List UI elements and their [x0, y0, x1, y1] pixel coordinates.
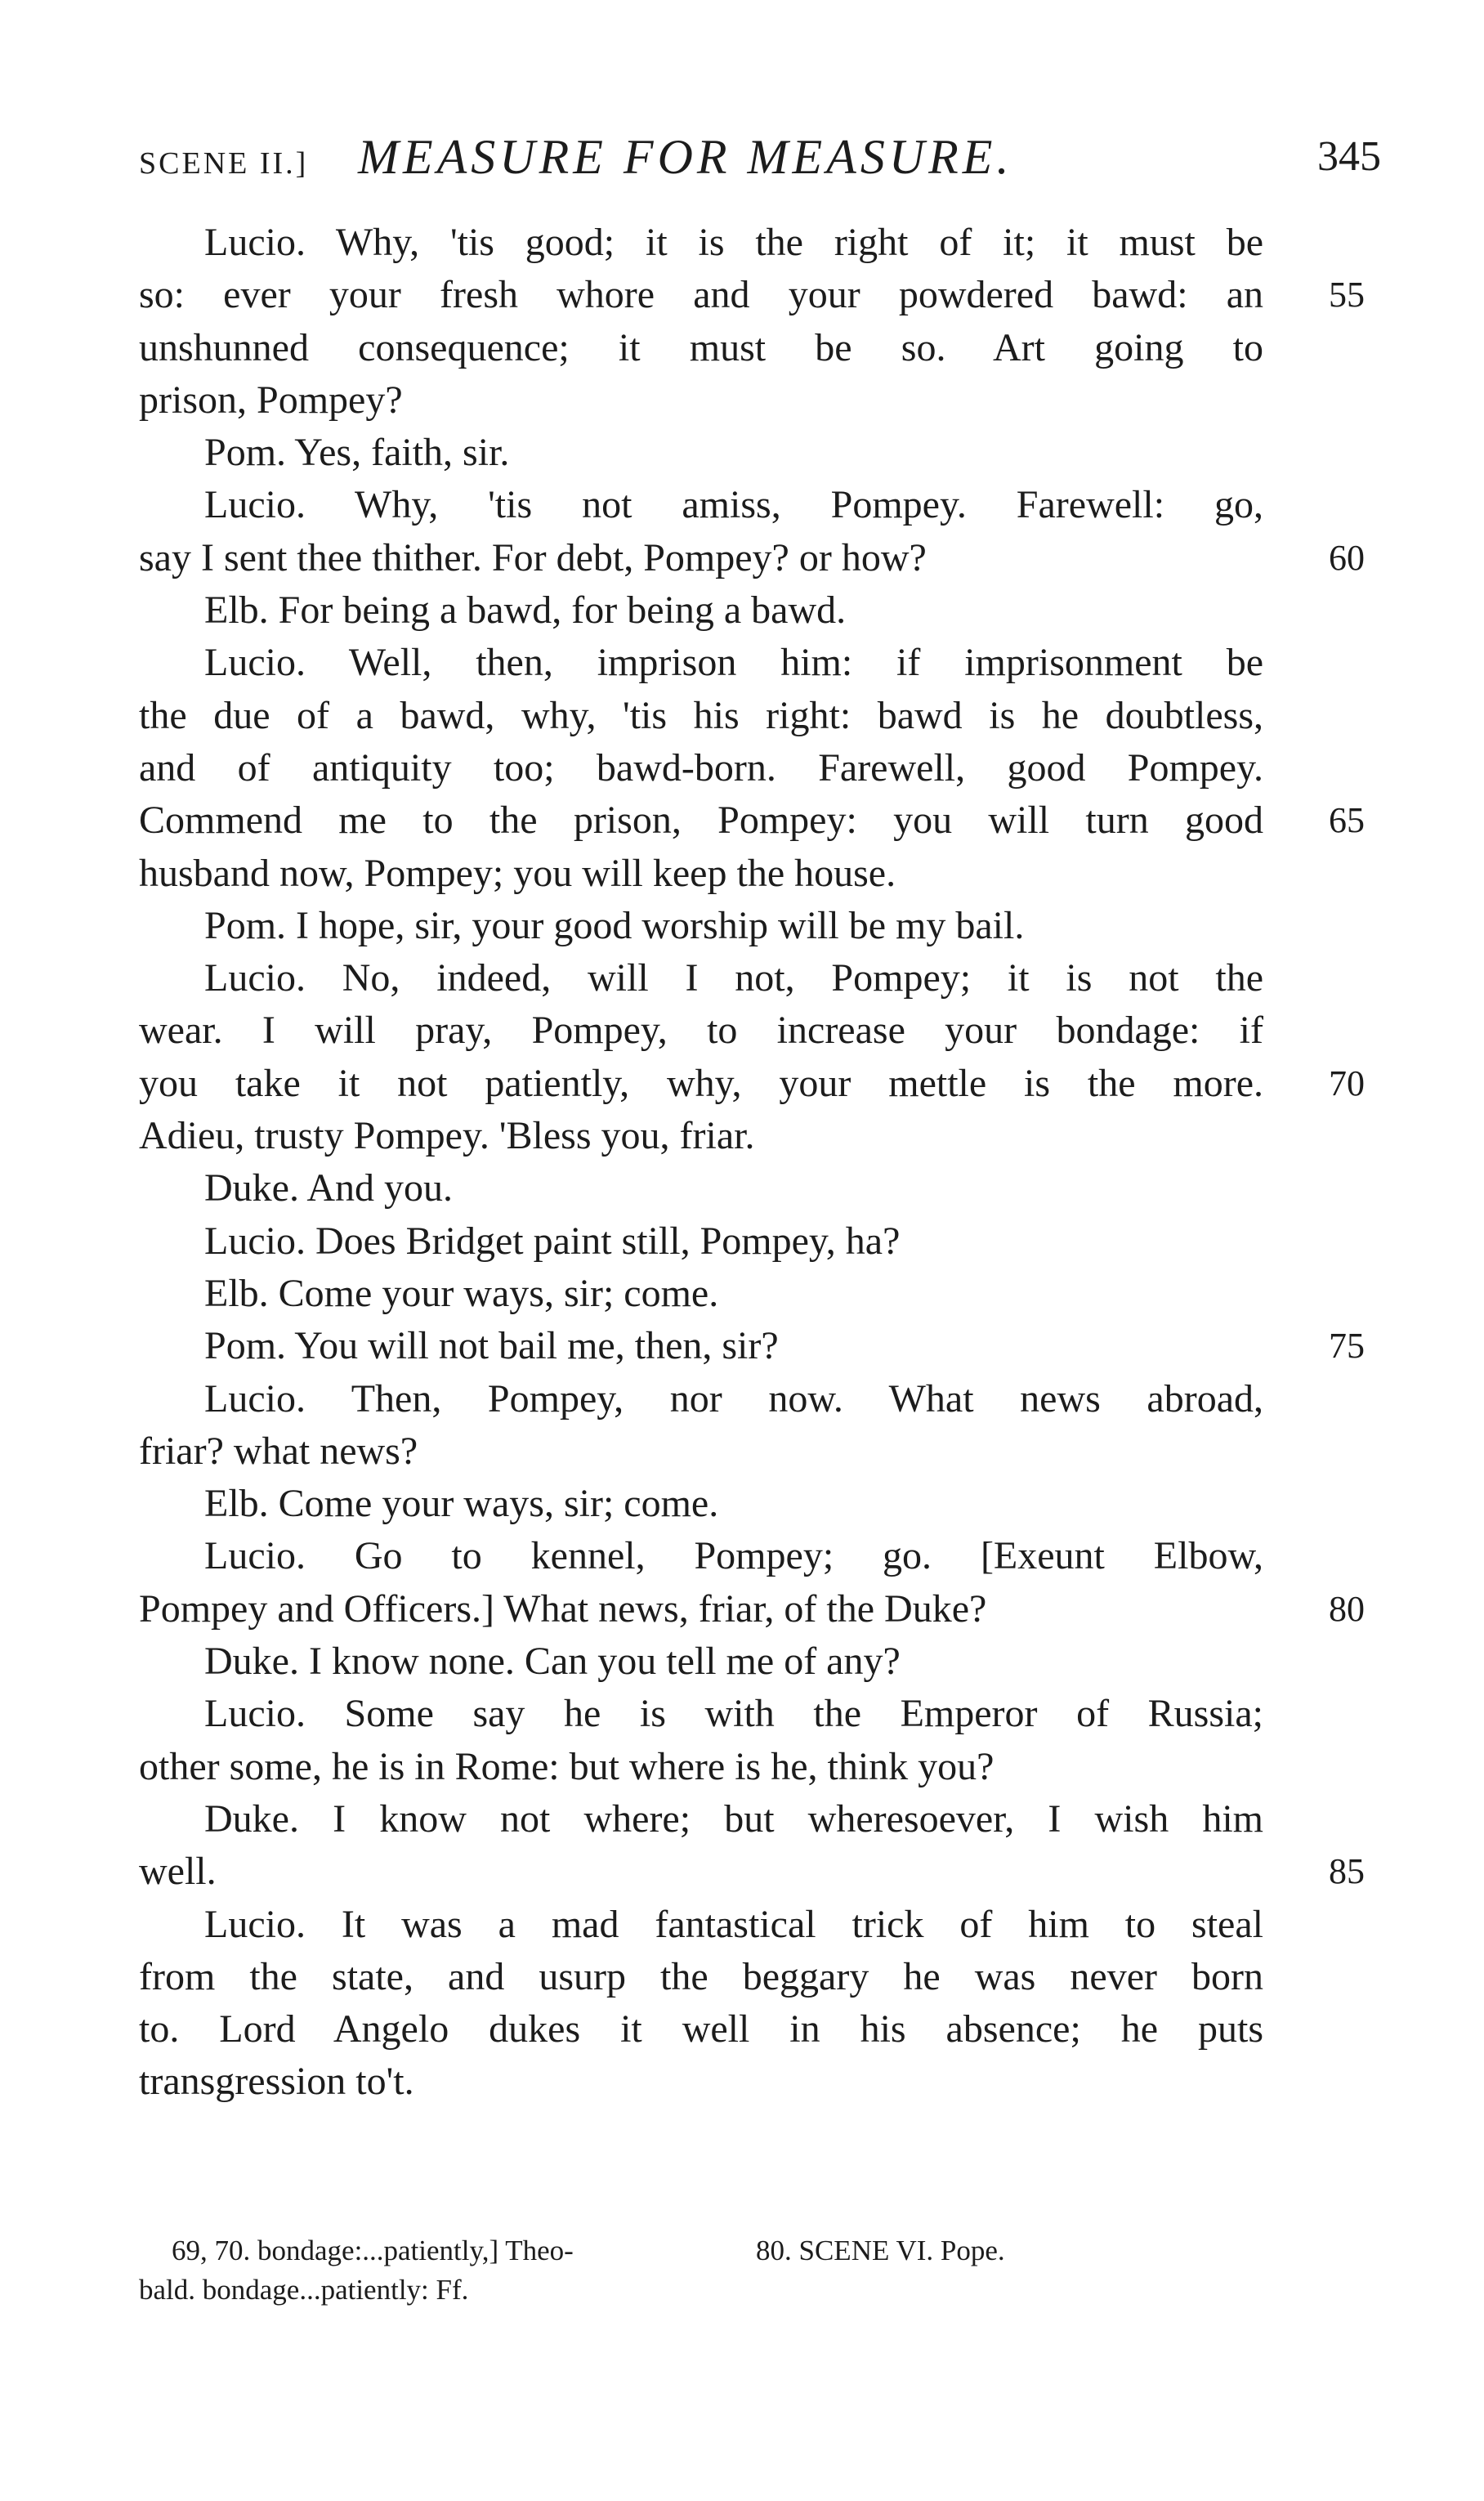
- text-line-content: Pom. You will not bail me, then, sir?: [204, 1324, 779, 1368]
- text-line-content: Pom. I hope, sir, your good worship will be my bail.: [204, 903, 1025, 947]
- text-line-content: wear. I will pray, Pompey, to increase your bondage: if: [139, 1009, 1263, 1053]
- text-line-content: so: ever your fresh whore and your powdered bawd: an: [139, 273, 1263, 317]
- text-line: [139, 1793, 1263, 1846]
- text-line-content: Elb. Come your ways, sir; come.: [204, 1482, 719, 1526]
- text-line-content: Adieu, trusty Pompey. 'Bless you, friar.: [139, 1114, 755, 1158]
- text-line: [139, 584, 1263, 637]
- text-line: [139, 1688, 1263, 1740]
- text-line-content: other some, he is in Rome: but where is he, think you?: [139, 1744, 995, 1788]
- text-line-content: from the state, and usurp the beggary he was never born: [139, 1954, 1263, 1998]
- text-line: [139, 217, 1263, 269]
- text-line: [139, 848, 1263, 900]
- text-line: [139, 479, 1263, 531]
- text-line: [139, 1268, 1263, 1320]
- scene-label: SCENE II.]: [139, 146, 309, 181]
- text-line-content: Duke. And you.: [204, 1166, 453, 1210]
- text-line: [139, 1530, 1263, 1582]
- text-line-content: transgression to't.: [139, 2060, 414, 2104]
- text-line-content: Duke. I know none. Can you tell me of any?: [204, 1640, 901, 1684]
- text-line-content: Lucio. It was a mad fantastical trick of him to steal: [204, 1902, 1263, 1946]
- text-line: [139, 794, 1365, 847]
- text-line: [139, 637, 1263, 689]
- line-number: 80: [1329, 1588, 1365, 1629]
- text-line: [139, 2003, 1263, 2056]
- text-line-content: to. Lord Angelo dukes it well in his absence; he puts: [139, 2007, 1263, 2051]
- page-number: 345: [1317, 133, 1381, 180]
- text-line: [139, 1004, 1263, 1057]
- text-line: [139, 1741, 1263, 1793]
- text-line: [139, 690, 1263, 742]
- text-line: [139, 1215, 1263, 1268]
- running-title: MEASURE FOR MEASURE.: [358, 130, 1013, 184]
- text-line-content: Commend me to the prison, Pompey: you will turn good: [139, 799, 1263, 843]
- text-line-content: unshunned consequence; it must be so. Art going to: [139, 325, 1263, 369]
- text-line: [139, 269, 1365, 321]
- text-line: [139, 900, 1263, 952]
- text-line-content: Pom. Yes, faith, sir.: [204, 431, 510, 475]
- text-line: [139, 1110, 1263, 1162]
- text-line-content: Lucio. Does Bridget paint still, Pompey, ha?: [204, 1219, 901, 1263]
- line-number: 55: [1329, 275, 1365, 315]
- text-line-content: well.: [139, 1850, 217, 1894]
- text-line-content: prison, Pompey?: [139, 378, 403, 422]
- text-line-content: and of antiquity too; bawd-born. Farewell, good Pompey.: [139, 745, 1263, 790]
- text-line: [139, 1058, 1365, 1110]
- text-line-content: Lucio. Well, then, imprison him: if imprisonment be: [204, 641, 1263, 685]
- footnote-right: 80. SCENE VI. Pope.: [756, 2235, 1005, 2266]
- text-line-content: the due of a bawd, why, 'tis his right: bawd is he doubtless,: [139, 693, 1263, 737]
- text-line-content: Lucio. No, indeed, will I not, Pompey; it is not the: [204, 956, 1263, 1000]
- text-line: [139, 1478, 1263, 1530]
- footnote-left: [139, 2231, 678, 2310]
- text-line-content: Duke. I know not where; but wheresoever, I wish him: [204, 1796, 1263, 1841]
- text-line-content: Lucio. Why, 'tis not amiss, Pompey. Farewell: go,: [204, 483, 1263, 527]
- text-line-content: Lucio. Go to kennel, Pompey; go. [Exeunt Elbow,: [204, 1534, 1263, 1578]
- text-line: [139, 1373, 1263, 1425]
- line-number: 65: [1329, 800, 1365, 841]
- text-line: [139, 1899, 1263, 1951]
- line-number: 60: [1329, 537, 1365, 578]
- text-line-content: say I sent thee thither. For debt, Pompey? or how?: [139, 535, 927, 579]
- text-line: [139, 532, 1365, 584]
- text-line: [139, 322, 1263, 374]
- text-line: [139, 1635, 1263, 1688]
- text-line: [139, 952, 1263, 1004]
- text-line: [139, 1162, 1263, 1215]
- text-line-content: husband now, Pompey; you will keep the house.: [139, 851, 896, 895]
- text-line: [139, 1425, 1263, 1478]
- text-line: [139, 742, 1263, 794]
- text-line: [139, 2056, 1263, 2108]
- text-line: [139, 1951, 1263, 2003]
- text-line: [139, 1583, 1365, 1635]
- text-line: [139, 427, 1263, 479]
- text-line-content: Pompey and Officers.] What news, friar, of the Duke?: [139, 1586, 987, 1631]
- line-number: 75: [1329, 1326, 1365, 1367]
- line-number: 70: [1329, 1063, 1365, 1103]
- text-line: [139, 1320, 1365, 1372]
- line-number: 85: [1329, 1851, 1365, 1892]
- text-line-content: Lucio. Then, Pompey, nor now. What news abroad,: [204, 1376, 1263, 1421]
- text-line-content: Elb. Come your ways, sir; come.: [204, 1271, 719, 1315]
- text-line: [139, 374, 1263, 427]
- text-line-content: Elb. For being a bawd, for being a bawd.: [204, 588, 847, 633]
- text-line-content: Lucio. Some say he is with the Emperor of Russia;: [204, 1692, 1263, 1736]
- footnote-left-line-2: bald. bondage...patiently: Ff.: [139, 2274, 469, 2306]
- text-line-content: friar? what news?: [139, 1429, 418, 1473]
- text-line: [139, 1846, 1365, 1898]
- text-line-content: Lucio. Why, 'tis good; it is the right of it; it must be: [204, 221, 1263, 264]
- play-text: [139, 217, 1365, 2109]
- text-line-content: you take it not patiently, why, your mettle is the more.: [139, 1061, 1263, 1105]
- footnote-left-line-1: 69, 70. bondage:...patiently,] Theo-: [172, 2235, 574, 2266]
- running-header: [139, 123, 1381, 196]
